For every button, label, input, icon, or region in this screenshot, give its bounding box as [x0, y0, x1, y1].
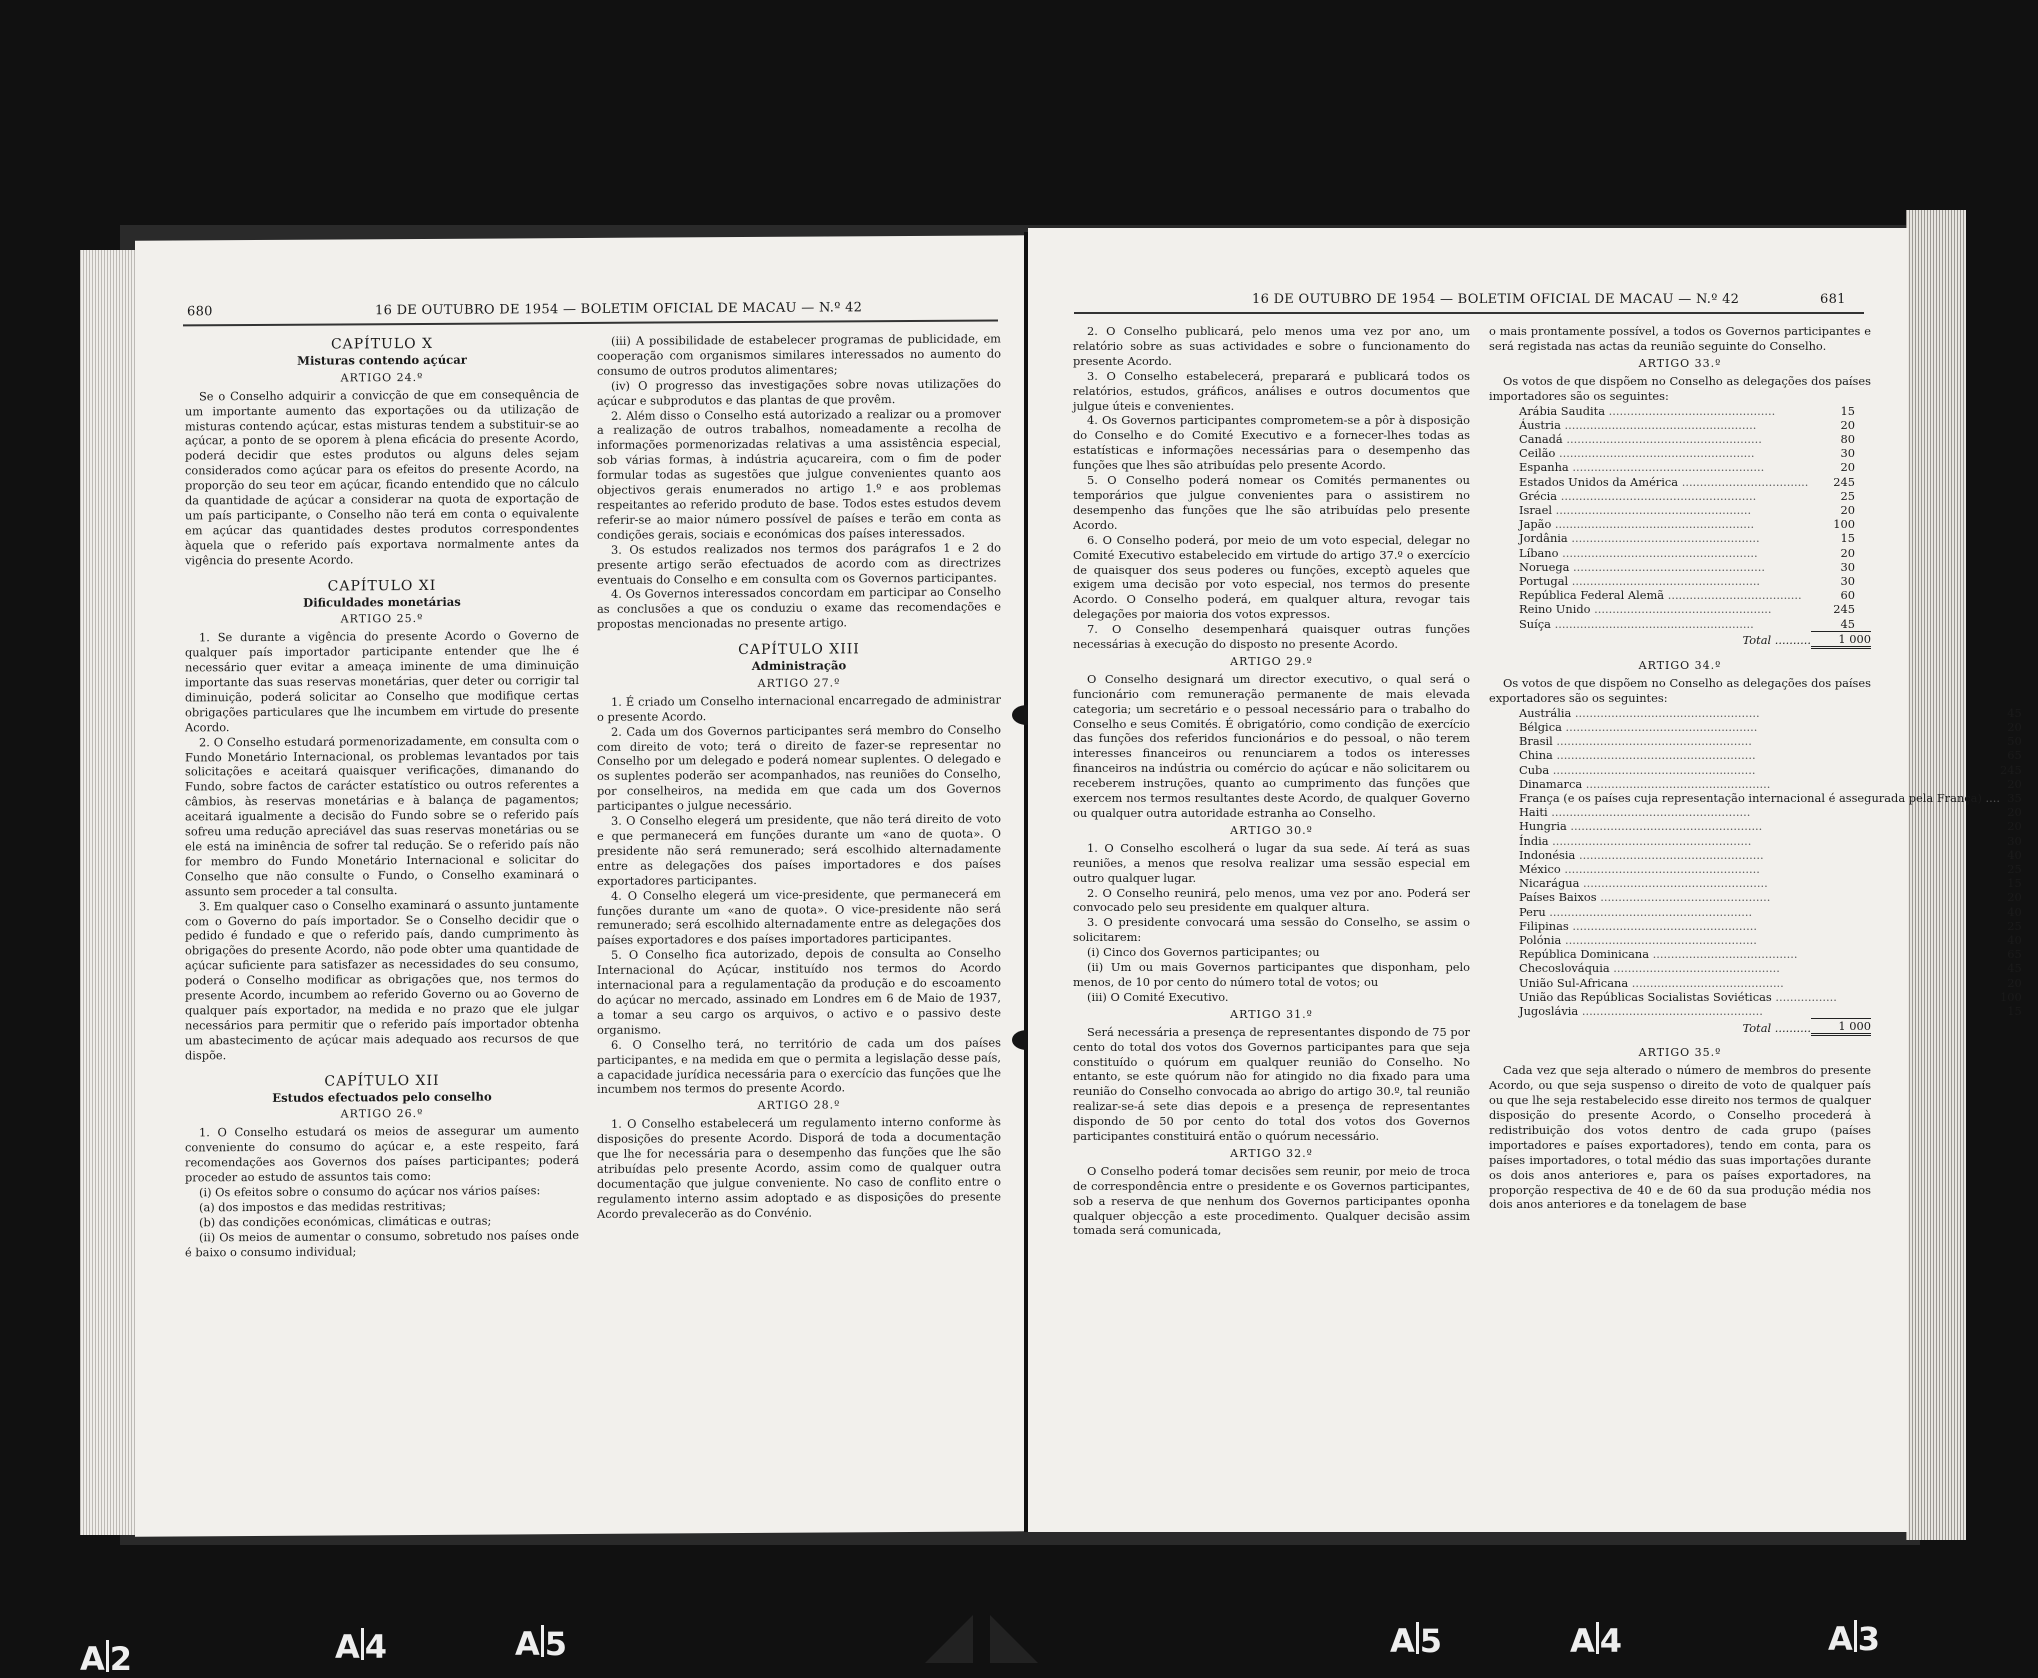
importers-votes-table: [1489, 404, 1871, 631]
paragraph: Os votos de que dispõem no Conselho as delegações dos países importadores são os seguintes:: [1489, 373, 1871, 403]
article-heading: ARTIGO 30.º: [1230, 823, 1313, 837]
table-row: [1489, 720, 2038, 734]
article-heading: ARTIGO 24.º: [340, 370, 424, 385]
vote-count: 20: [2007, 975, 2022, 990]
article-heading: ARTIGO 34.º: [1638, 658, 1722, 672]
country-name: Indonésia ...................................................: [1519, 847, 1764, 862]
chapter-heading: CAPÍTULO XI: [327, 577, 437, 595]
country-name: Grécia ......................................................: [1519, 488, 1757, 503]
total-label: Total ..........: [1742, 1020, 1811, 1035]
paragraph: (b) das condições económicas, climáticas e outras;: [199, 1213, 492, 1230]
table-row: [1489, 890, 2038, 904]
importers-total: [1489, 631, 1871, 649]
right-page: [1028, 228, 2022, 1532]
table-row: [1489, 848, 2038, 862]
vote-count: 45: [2007, 705, 2022, 720]
paragraph: (i) Os efeitos sobre o consumo do açúcar nos vários países:: [199, 1183, 541, 1200]
vote-count: 60: [1840, 588, 1855, 603]
paragraph: (iii) O Comité Executivo.: [1087, 989, 1229, 1004]
table-row: [1489, 546, 1871, 560]
table-row: [1489, 791, 2038, 805]
paragraph: 3. Os estudos realizados nos termos dos parágrafos 1 e 2 do presente artigo serão efectuados de acordo com as directrizes eventuais do Conselho e em consulta com os Governos participantes.: [597, 540, 1001, 587]
vote-count: 20: [2007, 719, 2022, 734]
table-row: [1489, 460, 1871, 474]
right-column-1: [1073, 324, 1470, 1238]
right-running-head: 16 DE OUTUBRO DE 1954 — BOLETIM OFICIAL DE MACAU — N.º 42: [1252, 292, 1740, 307]
paragraph: 3. O Conselho elegerá um presidente, que não terá direito de voto e que permanecerá em funções durante um «ano de quota». O presidente não será remunerado; será escolhido alternadamente entre as delegações dos países importadores e dos países exportadores participantes.: [597, 811, 1001, 888]
chapter-subtitle: Dificuldades monetárias: [303, 594, 461, 610]
paragraph: 5. O Conselho fica autorizado, depois de consulta ao Conselho Internacional do Açúcar, instituído nos termos do Acordo internacional para a regulamentação da produção e do escoamento do açúcar no mercado, assinado em Londres em 6 de Maio de 1937, a tomar a seu cargo os arquivos, o activo e o passivo deste organismo.: [597, 945, 1001, 1037]
country-name: China .......................................................: [1519, 748, 1756, 763]
vote-count: 20: [2007, 776, 2022, 791]
paragraph: 1. É criado um Conselho internacional encarregado de administrar o presente Acordo.: [597, 692, 1001, 724]
paragraph: Se o Conselho adquirir a convicção de que em consequência de um importante aumento das exportações ou da utilização de misturas contendo açúcar, estas misturas tendem a substituir-se ao açúcar, a ponto de se oporem à plena eficácia do presente Acordo, poderá decidir que estes produtos ou alguns deles sejam considerados como açúcar para os efeitos do presente Acordo, na proporção do seu teor em açúcar, ficando entendido que no cálculo da quantidade de açúcar a considerar na quota de exportação de um país participante, o Conselho não terá em conta o equivalente em açúcar das quantidades destes produtos correspondentes àquela que o referido país exportava normalmente antes da vigência do presente Acordo.: [185, 386, 579, 568]
country-name: Jugoslávia ..................................................: [1519, 1003, 1763, 1018]
vote-count: 100: [2000, 989, 2022, 1004]
country-name: República Federal Alemã .....................................: [1519, 588, 1802, 603]
left-page: [135, 235, 1027, 1536]
vote-count: 20: [2007, 805, 2022, 820]
table-row: [1489, 418, 1871, 432]
table-row: [1489, 976, 2038, 990]
paragraph: 2. O Conselho reunirá, pelo menos, uma vez por ano. Poderá ser convocado pelo seu presidente em qualquer altura.: [1073, 885, 1470, 915]
paragraph: 1. O Conselho estudará os meios de assegurar um aumento conveniente do consumo do açúcar e, a este respeito, fará recomendações aos Governos dos países participantes; poderá proceder ao estudo de assuntos tais como:: [185, 1123, 579, 1185]
country-name: Checoslováquia ..............................................: [1519, 961, 1780, 976]
country-name: União das Repúblicas Socialistas Soviéticas .................: [1519, 989, 1837, 1004]
film-arrow-right: [990, 1615, 1038, 1663]
country-name: Arábia Saudita ..............................................: [1519, 403, 1776, 418]
article-heading: ARTIGO 33.º: [1638, 356, 1722, 370]
film-mark: A 3: [1828, 1620, 1881, 1658]
film-mark: A 5: [515, 1625, 568, 1663]
country-name: Austrália ...................................................: [1519, 705, 1760, 720]
paragraph: (i) Cinco dos Governos participantes; ou: [1087, 945, 1320, 960]
table-row: [1489, 748, 2038, 762]
vote-count: 20: [1840, 545, 1855, 560]
film-mark: A 2: [80, 1640, 133, 1678]
film-mark: A 4: [1570, 1622, 1623, 1660]
table-row: [1489, 862, 2038, 876]
vote-count: 65: [2007, 947, 2022, 962]
table-row: [1489, 617, 1871, 631]
table-row: [1489, 905, 2038, 919]
country-name: Espanha .....................................................: [1519, 460, 1765, 475]
country-name: Dinamarca ...................................................: [1519, 776, 1771, 791]
paragraph: 4. Os Governos participantes comprometem-se a pôr à disposição do Conselho e do Comité Executivo e a fornecer-lhes todas as estatísticas e informações necessárias para o desempenho das funções que lhes são atribuídas pelo presente Acordo.: [1073, 413, 1470, 473]
vote-count: 20: [1840, 502, 1855, 517]
vote-count: 15: [1840, 531, 1855, 546]
header-rule: [183, 319, 998, 326]
left-column-2: [597, 331, 1001, 1221]
country-name: Ceilão ......................................................: [1519, 446, 1755, 461]
vote-count: 20: [1840, 460, 1855, 475]
article-heading: ARTIGO 28.º: [757, 1098, 841, 1113]
table-row: [1489, 876, 2038, 890]
paragraph: o mais prontamente possível, a todos os Governos participantes e será registada nas actas da reunião seguinte do Conselho.: [1489, 324, 1871, 353]
table-row: [1489, 446, 1871, 460]
country-name: Filipinas ...................................................: [1519, 918, 1758, 933]
country-name: República Dominicana ........................................: [1519, 947, 1798, 962]
country-name: Brasil ......................................................: [1519, 734, 1752, 749]
vote-count: 45: [1840, 616, 1855, 631]
table-row: [1489, 602, 1871, 616]
vote-count: 15: [2007, 1003, 2022, 1018]
article-heading: ARTIGO 32.º: [1230, 1146, 1313, 1160]
exporters-total: [1489, 1018, 1871, 1036]
film-mark: A 5: [1390, 1622, 1443, 1660]
total-label: Total ..........: [1742, 633, 1811, 648]
country-name: Portugal ....................................................: [1519, 573, 1761, 588]
paragraph: 2. Cada um dos Governos participantes será membro do Conselho com direito de voto; terá o direito de fazer-se representar no Conselho por um delegado e poderá nomear suplentes. O delegado e os suplentes poderão ser acompanhados, nas reuniões do Conselho, por conselheiros, na medida em que cada um dos Governos participantes o julgue necessário.: [597, 722, 1001, 814]
vote-count: 35: [2007, 790, 2022, 805]
paragraph: (a) dos impostos e das medidas restritivas;: [199, 1198, 447, 1215]
vote-count: 15: [2007, 876, 2022, 891]
table-row: [1489, 947, 2038, 961]
vote-count: 65: [2007, 748, 2022, 763]
table-row: [1489, 475, 1871, 489]
chapter-subtitle: Administração: [751, 658, 847, 673]
left-running-head: 16 DE OUTUBRO DE 1954 — BOLETIM OFICIAL DE MACAU — N.º 42: [375, 300, 863, 319]
vote-count: 245: [1833, 474, 1855, 489]
vote-count: 40: [2007, 904, 2022, 919]
country-name: Polónia .....................................................: [1519, 932, 1757, 947]
vote-count: 30: [1840, 446, 1855, 461]
table-row: [1489, 588, 1871, 602]
country-name: Áustria .....................................................: [1519, 417, 1757, 432]
article-heading: ARTIGO 25.º: [340, 612, 424, 626]
chapter-heading: CAPÍTULO XIII: [738, 641, 860, 659]
country-name: França (e os países cuja representação internacional é assegurada pela França) ....: [1519, 790, 2001, 805]
vote-count: 20: [2007, 819, 2022, 834]
paragraph: Os votos de que dispõem no Conselho as delegações dos países exportadores são os seguintes:: [1489, 675, 1871, 705]
country-name: Índia .......................................................: [1519, 833, 1752, 848]
vote-count: 20: [2007, 890, 2022, 905]
country-name: Haiti .......................................................: [1519, 805, 1751, 820]
left-column-1: [185, 334, 579, 1260]
country-name: União Sul-Africana ..........................................: [1519, 975, 1784, 990]
paragraph: 2. O Conselho estudará pormenorizadamente, em consulta com o Fundo Monetário Internacional, os problemas levantados por tais solicitações e aceitará quaisquer verificações, dimanando do Fundo, sobre factos de carácter estatístico ou outros referentes a câmbios, às reservas monetárias e à balança de pagamentos; aceitará igualmente a decisão do Fundo sobre se o referido país sofreu uma redução apreciável das suas reservas monetárias ou se ele está na iminência de sofrer tal redução. Se o referido país não for membro do Fundo Monetário Internacional e solicitar do Conselho que não consulte o Fundo, o Conselho examinará o assunto sem proceder a tal consulta.: [185, 732, 579, 899]
chapter-subtitle: Estudos efectuados pelo conselho: [272, 1089, 492, 1105]
vote-count: 40: [2007, 847, 2022, 862]
paragraph: 1. O Conselho escolherá o lugar da sua sede. Aí terá as suas reuniões, a menos que resolva realizar uma sessão especial em outro qualquer lugar.: [1073, 840, 1470, 885]
paragraph: 5. O Conselho poderá nomear os Comités permanentes ou temporários que julgue convenientes para o assistirem no desempenho das funções que lhe são atribuídas pelo presente Acordo.: [1073, 473, 1470, 532]
paragraph: O Conselho poderá tomar decisões sem reunir, por meio de troca de correspondência entre o presidente e os Governos participantes, sob a reserva de que nenhum dos Governos participantes oponha qualquer objecção a este procedimento. Qualquer decisão assim tomada será comunicada,: [1073, 1163, 1470, 1238]
paragraph: 2. O Conselho publicará, pelo menos uma vez por ano, um relatório sobre as suas actividades e sobre o funcionamento do presente Acordo.: [1073, 324, 1470, 368]
country-name: Países Baixos ...............................................: [1519, 890, 1771, 905]
table-row: [1489, 489, 1871, 503]
paragraph: 7. O Conselho desempenhará quaisquer outras funções necessárias à execução do disposto no presente Acordo.: [1073, 622, 1470, 652]
exporters-votes-table: [1489, 706, 2038, 1018]
paragraph: 3. Em qualquer caso o Conselho examinará o assunto juntamente com o Governo do país importador. Se o Conselho decidir que o pedido é fundado e que o referido país, dando cumprimento às obrigações do presente Acordo, não pode obter uma quantidade de açúcar suficiente para satisfazer as necessidades do seu consumo, poderá o Conselho modificar as obrigações que, nos termos do presente Acordo, incumbem ao referido Governo ou ao Governo de qualquer país exportador, na medida e no prazo que ele julgar necessários para permitir que o referido país importador obtenha um abastecimento de açúcar mais adequado aos recursos de que dispõe.: [185, 896, 579, 1063]
vote-count: 30: [1840, 559, 1855, 574]
vote-count: 30: [1840, 573, 1855, 588]
country-name: Reino Unido .................................................: [1519, 602, 1772, 617]
vote-count: 25: [2007, 861, 2022, 876]
left-page-number: 680: [187, 304, 213, 320]
paragraph: 6. O Conselho terá, no território de cada um dos países participantes, e na medida em que o permita a legislação desse país, a capacidade jurídica necessária para o exercício das funções que lhe incumbem nos termos do presente Acordo.: [597, 1035, 1001, 1097]
header-rule: [1074, 312, 1864, 314]
table-row: [1489, 819, 2038, 833]
country-name: Canadá ......................................................: [1519, 431, 1762, 446]
paragraph: (ii) Um ou mais Governos participantes que disponham, pelo menos, de 10 por cento do número total de votos; ou: [1073, 960, 1470, 989]
country-name: Noruega .....................................................: [1519, 559, 1765, 574]
country-name: Japão .......................................................: [1519, 517, 1755, 532]
paragraph: (ii) Os meios de aumentar o consumo, sobretudo nos países onde é baixo o consumo individual;: [185, 1227, 579, 1259]
paragraph: 4. O Conselho elegerá um vice-presidente, que permanecerá em funções durante um «ano de quota». O vice-presidente não será remunerado; será escolhido alternadamente entre as delegações dos países exportadores e dos países importadores participantes.: [597, 886, 1001, 948]
table-row: [1489, 834, 2038, 848]
paragraph: (iv) O progresso das investigações sobre novas utilizações do açúcar e subprodutos e das plantas de que provêm.: [597, 376, 1001, 408]
table-row: [1489, 734, 2038, 748]
vote-count: 245: [2000, 762, 2022, 777]
right-page-number: 681: [1820, 292, 1846, 307]
table-row: [1489, 919, 2038, 933]
table-row: [1489, 574, 1871, 588]
paragraph: 1. O Conselho estabelecerá um regulamento interno conforme às disposições do presente Acordo. Disporá de toda a documentação que lhe for necessária para o desempenho das funções que lhe são atribuídas pelo presente Acordo, assim como de qualquer outra documentação que julgue conveniente. No caso de conflito entre o regulamento interno assim adoptado e as disposições do presente Acordo prevalecerão as do Convénio.: [597, 1114, 1001, 1221]
country-name: Israel ......................................................: [1519, 502, 1752, 517]
paragraph: 2. Além disso o Conselho está autorizado a realizar ou a promover a realização de outros trabalhos, nomeadamente a recolha de informações pormenorizadas relativas a uma assistência especial, sob várias formas, à indústria açucareira, com o fim de poder formular todas as sugestões que julgue convenientes quanto aos objectivos gerais enumerados no artigo 1.º e aos problemas respeitantes ao referido produto de base. Todos estes estudos devem referir-se ao maior número possível de países e terão em conta as condições gerais, sociais e económicas dos países interessados.: [597, 405, 1001, 542]
country-name: Suíça .......................................................: [1519, 616, 1754, 631]
paragraph: 1. Se durante a vigência do presente Acordo o Governo de qualquer país importador participante entender que lhe é necessário quer evitar a ameaça iminente de uma diminuição importante das suas reservas monetárias, quer deter ou corrigir tal diminuição, poderá solicitar ao Conselho que modifique certas obrigações particulares que lhe incumbem em virtude do presente Acordo.: [185, 628, 579, 735]
country-name: Jordânia ....................................................: [1519, 531, 1760, 546]
table-row: [1489, 404, 1871, 418]
country-name: Nicarágua ...................................................: [1519, 876, 1768, 891]
table-row: [1489, 933, 2038, 947]
film-mark: A 4: [335, 1628, 388, 1666]
chapter-subtitle: Misturas contendo açúcar: [297, 352, 467, 368]
vote-count: 245: [1833, 602, 1855, 617]
left-page-edges: [80, 250, 138, 1535]
vote-count: 100: [1833, 517, 1855, 532]
vote-count: 25: [1840, 488, 1855, 503]
paragraph: 3. O presidente convocará uma sessão do Conselho, se assim o solicitarem:: [1073, 915, 1470, 945]
country-name: Bélgica .....................................................: [1519, 719, 1758, 734]
paragraph: O Conselho designará um director executivo, o qual será o funcionário com remuneração permanente de mais elevada categoria; um secretário e o pessoal necessário para o trabalho do Conselho e seus Comités. É obrigatório, como condição de exercício das funções dos referidos funcionários e do pessoal, o não terem interesses financeiros ou renunciarem a todos os interesses financeiros na indústria ou comércio do açúcar e não solicitarem ou receberem instruções, quanto ao cumprimento das funções que exercem nos termos resultantes deste Acordo, de qualquer Governo ou qualquer outra autoridade estranha ao Conselho.: [1073, 671, 1470, 820]
article-heading: ARTIGO 26.º: [340, 1107, 424, 1121]
country-name: Líbano ......................................................: [1519, 545, 1758, 560]
vote-count: 45: [2007, 961, 2022, 976]
table-row: [1489, 503, 1871, 517]
table-row: [1489, 531, 1871, 545]
country-name: Peru ........................................................: [1519, 904, 1753, 919]
table-row: [1489, 961, 2038, 975]
table-row: [1489, 706, 2038, 720]
paragraph: (iii) A possibilidade de estabelecer programas de publicidade, em cooperação com organismos similares interessados no aumento do consumo de outros produtos alimentares;: [597, 331, 1001, 378]
table-row: [1489, 432, 1871, 446]
country-name: Estados Unidos da América ...................................: [1519, 474, 1809, 489]
right-column-2: [1489, 324, 2022, 1212]
vote-count: 40: [2007, 932, 2022, 947]
film-arrow-left: [925, 1615, 973, 1663]
table-row: [1489, 990, 2038, 1004]
vote-count: 15: [1840, 403, 1855, 418]
paragraph: 6. O Conselho poderá, por meio de um voto especial, delegar no Comité Executivo estabelecido em virtude do artigo 37.º o exercício de quaisquer dos seus poderes ou funções, exceptò aqueles que exigem uma decisão por voto especial, nos termos do presente Acordo. O Conselho poderá, em qualquer altura, revogar tais delegações por maioria dos votos expressos.: [1073, 532, 1470, 622]
paragraph: Cada vez que seja alterado o número de membros do presente Acordo, ou que seja suspenso o direito de voto de qualquer país ou que lhe seja restabelecido esse direito nos termos de qualquer disposição do presente Acordo, o Conselho procederá à redistribuição dos votos dentro de cada grupo (países importadores e países exportadores), tendo em conta, para os países importadores, o total médio das suas importações durante os dois anos anteriores e, para os países exportadores, na proporção respectiva de 40 e de 60 da sua produção média nos dois anos anteriores e da tonelagem de base: [1489, 1063, 1871, 1212]
total-value: 1 000: [1811, 1019, 1871, 1035]
table-row: [1489, 1004, 2038, 1018]
vote-count: 50: [2007, 734, 2022, 749]
table-row: [1489, 805, 2038, 819]
chapter-heading: CAPÍTULO XII: [324, 1072, 440, 1090]
article-heading: ARTIGO 27.º: [757, 676, 841, 690]
country-name: Cuba ........................................................: [1519, 762, 1756, 777]
paragraph: Será necessária a presença de representantes dispondo de 75 por cento do total dos votos dos Governos participantes para que seja constituído o quórum em qualquer reunião do Conselho. No entanto, se este quórum não for atingido no dia fixado para uma reunião do Conselho convocada ao abrigo do artigo 30.º, tal reunião realizar-se-á sete dias depois e a presença de representantes dispondo de 50 por cento do total dos votos dos Governos participantes constituirá então o quórum necessário.: [1073, 1024, 1470, 1144]
vote-count: 30: [2007, 833, 2022, 848]
chapter-heading: CAPÍTULO X: [330, 335, 434, 353]
vote-count: 80: [1840, 431, 1855, 446]
table-row: [1489, 560, 1871, 574]
paragraph: 4. Os Governos interessados concordam em participar ao Conselho as conclusões a que os conduziu o exame das recomendações e propostas mencionadas no presente artigo.: [597, 584, 1001, 632]
vote-count: 20: [1840, 417, 1855, 432]
article-heading: ARTIGO 31.º: [1230, 1007, 1313, 1021]
country-name: México ......................................................: [1519, 861, 1760, 876]
country-name: Hungria .....................................................: [1519, 819, 1763, 834]
table-row: [1489, 517, 1871, 531]
article-heading: ARTIGO 29.º: [1230, 654, 1313, 668]
table-row: [1489, 777, 2038, 791]
vote-count: 25: [2007, 918, 2022, 933]
total-value: 1 000: [1811, 631, 1871, 647]
table-row: [1489, 763, 2038, 777]
article-heading: ARTIGO 35.º: [1638, 1046, 1722, 1060]
paragraph: 3. O Conselho estabelecerá, preparará e publicará todos os relatórios, estudos, gráficos, análises e outros documentos que julgue úteis e convenientes.: [1073, 368, 1470, 413]
